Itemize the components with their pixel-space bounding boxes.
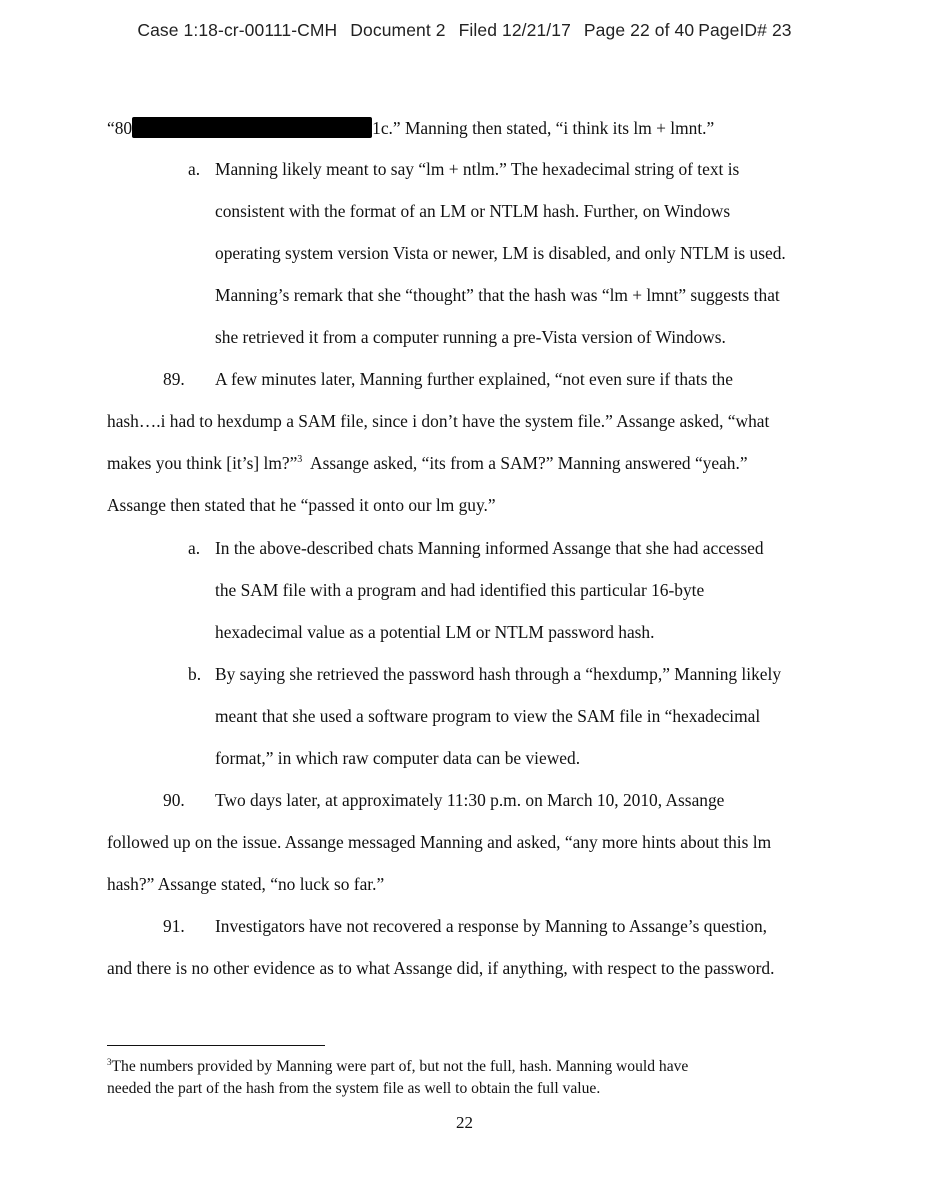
subparagraph-88a-line: consistent with the format of an LM or NTLM hash. Further, on Windows — [215, 201, 731, 221]
paragraph-89-text: Assange asked, “its from a SAM?” Manning answered “yeah.” — [310, 453, 748, 473]
subparagraph-88a-line: Manning’s remark that she “thought” that the hash was “lm + lmnt” suggests that — [215, 285, 780, 305]
footnote-line: needed the part of the hash from the system file as well to obtain the full value. — [107, 1080, 601, 1097]
paragraph-88-tail — [107, 117, 714, 138]
quote-rest: 1c.” Manning then stated, “i think its lm + lmnt.” — [372, 118, 715, 138]
subparagraph-88a-line: Manning likely meant to say “lm + ntlm.” The hexadecimal string of text is — [215, 159, 740, 179]
page-id: PageID# 23 — [698, 20, 792, 40]
page-header — [0, 20, 929, 41]
subparagraph-89b-marker: b. — [188, 664, 202, 684]
paragraph-89-text: makes you think [it’s] lm?” — [107, 453, 298, 473]
paragraph-89-line: Assange then stated that he “passed it onto our lm guy.” — [107, 495, 496, 515]
paragraph-90-line: Two days later, at approximately 11:30 p.m. on March 10, 2010, Assange — [215, 790, 725, 810]
page-count: Page 22 of 40 — [583, 20, 695, 40]
subparagraph-89b-line: By saying she retrieved the password hash through a “hexdump,” Manning likely — [215, 664, 782, 684]
subparagraph-89a-line: In the above-described chats Manning informed Assange that she had accessed — [215, 538, 764, 558]
paragraph-91-number: 91. — [163, 916, 185, 936]
paragraph-90-line: followed up on the issue. Assange messaged Manning and asked, “any more hints about this lm — [107, 832, 772, 852]
document-number: Document 2 — [350, 20, 446, 40]
subparagraph-88a-marker: a. — [188, 159, 201, 179]
page-number: 22 — [456, 1113, 473, 1132]
subparagraph-89a-marker: a. — [188, 538, 201, 558]
paragraph-89-line: hash….i had to hexdump a SAM file, since i don’t have the system file.” Assange asked, “what — [107, 411, 770, 431]
paragraph-91-line: Investigators have not recovered a response by Manning to Assange’s question, — [215, 916, 768, 936]
quote-prefix: “80 — [107, 118, 133, 138]
footnote-line — [107, 1058, 688, 1076]
footnote-number: 3 — [107, 1057, 112, 1067]
paragraph-89-line — [107, 453, 748, 473]
case-number: Case 1:18-cr-00111-CMH — [137, 20, 338, 40]
paragraph-89-number: 89. — [163, 369, 185, 389]
footnote-ref: 3 — [297, 454, 303, 465]
paragraph-91-line: and there is no other evidence as to what Assange did, if anything, with respect to the password. — [107, 958, 775, 978]
paragraph-90-line: hash?” Assange stated, “no luck so far.” — [107, 874, 385, 894]
redaction-block — [132, 117, 372, 138]
footnote-text: The numbers provided by Manning were part of, but not the full, hash. Manning would have — [111, 1058, 689, 1075]
footnote-divider — [107, 1045, 325, 1046]
subparagraph-88a-line: operating system version Vista or newer, LM is disabled, and only NTLM is used. — [215, 243, 786, 263]
paragraph-90-number: 90. — [163, 790, 185, 810]
filed-date: Filed 12/21/17 — [458, 20, 571, 40]
paragraph-89-line: A few minutes later, Manning further explained, “not even sure if thats the — [215, 369, 733, 389]
subparagraph-89b-line: meant that she used a software program to view the SAM file in “hexadecimal — [215, 706, 761, 726]
subparagraph-89a-line: hexadecimal value as a potential LM or NTLM password hash. — [215, 622, 655, 642]
subparagraph-88a-line: she retrieved it from a computer running a pre-Vista version of Windows. — [215, 327, 726, 347]
subparagraph-89b-line: format,” in which raw computer data can be viewed. — [215, 748, 581, 768]
subparagraph-89a-line: the SAM file with a program and had identified this particular 16-byte — [215, 580, 705, 600]
